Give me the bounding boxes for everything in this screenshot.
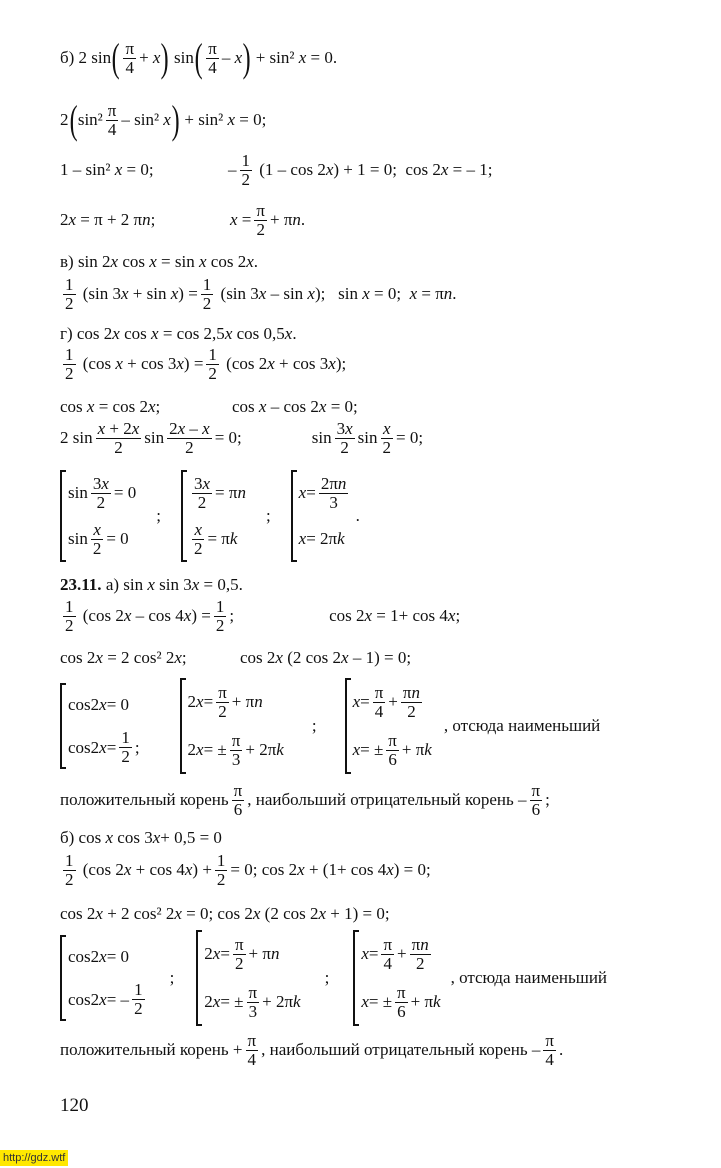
task-a-systems: cos2 x = 0 cos2 x = $\frac{1}{2}$ ; 2 x = $\frac{\pi}{2}$ + π n 2 x = ± $\frac{\pi}{3}$ + 2π k ; x = $\frac{\pi}{4}$ + $\frac{\pi n}{2}$ x = ± $\frac{\pi}{6}$ + π k , отсюда наименьший <box>60 678 600 774</box>
task-a-step2: cos 2x = 2 cos² 2x; cos 2x (2 cos 2x – 1) = 0; <box>60 648 412 667</box>
task-number: 23.11. <box>60 575 102 594</box>
positive-root-label: положительный корень <box>60 790 229 810</box>
task-23-11-header: 23.11. а) sin x sin 3x = 0,5. <box>60 575 243 594</box>
equation-g-systems: sin $\frac{3x}{2}$ = 0 sin $\frac{x}{2}$ = 0 ; $\frac{3x}{2}$ = π n $\frac{x}{2}$ = π k ; x = $\frac{2\pi n}{3}$ x = 2π k . <box>60 470 360 562</box>
equation-g-header: г) cos 2x cos x = cos 2,5x cos 0,5x. <box>60 324 297 343</box>
negative-root-label-2: , наибольший отрицательный корень <box>261 1040 528 1060</box>
equation-g-step2: cos x = cos 2x; cos x – cos 2x = 0; <box>60 397 358 416</box>
equation-b-result: 2x = π + 2 πn; x = $\frac{\pi}{2}$ + πn. <box>60 201 306 239</box>
equation-v-header: в) sin 2x cos x = sin x cos 2x. <box>60 252 258 271</box>
equation-g-step3: 2 sin $\frac{x + 2x}{2}$ sin $\frac{2x - x}{2}$ = 0; sin $\frac{3x}{2}$ sin $\frac{x}{2}$ = 0; <box>60 419 424 457</box>
task-a-step1: $\frac{1}{2}$ (cos 2x – cos 4x) = $\frac{1}{2}$ ; cos 2x = 1+ cos 4x; <box>65 597 461 635</box>
task-b-header: б) cos x cos 3x+ 0,5 = 0 <box>60 828 222 847</box>
positive-root-label-2: положительный корень <box>60 1040 229 1060</box>
footer-link[interactable]: http://gdz.wtf <box>0 1150 68 1166</box>
equation-b-header: б) 2 sin ( $\frac{\pi}{4}$ + x ) sin ( $\frac{\pi}{4}$ – x ) + sin² x = 0. <box>60 35 338 80</box>
task-b-systems: cos2 x = 0 cos2 x = – $\frac{1}{2}$ ; 2 x = $\frac{\pi}{2}$ + π n 2 x = ± $\frac{\pi}{3}$ + 2π k ; x = $\frac{\pi}{4}$ + $\frac{\pi n}{2}$ x = ± $\frac{\pi}{6}$ + π k , отсюда наименьший <box>60 930 607 1026</box>
equation-v-step: $\frac{1}{2}$ (sin 3x + sin x) = $\frac{1}{2}$ (sin 3x – sin x); sin x = 0; x = πn. <box>65 275 457 313</box>
note-lowest-2: , отсюда наименьший <box>450 968 608 987</box>
equation-b-step2: 1 – sin² x = 0; – $\frac{1}{2}$ (1 – cos 2x) + 1 = 0; cos 2x = – 1; <box>60 151 493 189</box>
page-number: 120 <box>60 1095 89 1116</box>
task-b-step1: $\frac{1}{2}$ (cos 2x + cos 4x) + $\frac{1}{2}$ = 0; cos 2x + (1+ cos 4x) = 0; <box>65 851 431 889</box>
task-b-conclusion: положительный корень + $\frac{\pi}{4}$ , наибольший отрицательный корень – $\frac{\pi}{4}$ . <box>60 1031 564 1069</box>
negative-root-label: , наибольший отрицательный корень <box>247 790 514 810</box>
equation-g-step1: $\frac{1}{2}$ (cos x + cos 3x) = $\frac{1}{2}$ (cos 2x + cos 3x); <box>65 345 347 383</box>
note-lowest: , отсюда наименьший <box>443 716 601 735</box>
equation-b-step1: 2 ( sin² $\frac{\pi}{4}$ – sin² x ) + sin² x = 0; <box>60 97 267 142</box>
task-b-step2: cos 2x + 2 cos² 2x = 0; cos 2x (2 cos 2x + 1) = 0; <box>60 904 390 923</box>
task-a-conclusion: положительный корень $\frac{\pi}{6}$ , наибольший отрицательный корень – $\frac{\pi}{6}$ ; <box>60 781 550 819</box>
